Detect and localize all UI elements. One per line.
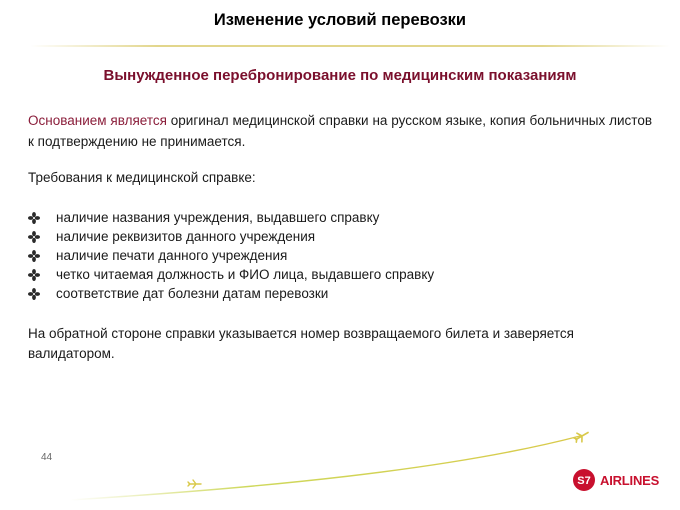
airplane-icon <box>188 480 201 488</box>
airplane-icon <box>573 428 591 444</box>
basis-rest-text: оригинал медицинской справки на русском языке, копия больничных листов к подтверждению не принимается. <box>28 113 653 149</box>
title-divider <box>30 45 670 47</box>
list-item <box>28 208 434 227</box>
requirement-text: наличие печати данного учреждения <box>56 248 288 263</box>
s7-airlines-logo <box>572 466 659 494</box>
list-item <box>28 227 434 246</box>
four-leaf-bullet-icon <box>28 212 40 224</box>
requirements-list <box>28 208 434 303</box>
section-subtitle: Вынужденное перебронирование по медицинским показаниям <box>103 67 577 84</box>
requirement-text: наличие названия учреждения, выдавшего справку <box>56 210 380 225</box>
four-leaf-bullet-icon <box>28 269 40 281</box>
four-leaf-bullet-icon <box>28 288 40 300</box>
basis-lead-text: Основанием является <box>28 113 167 128</box>
basis-paragraph <box>28 110 652 152</box>
s7-logo-mark-icon <box>572 468 596 492</box>
page-title: Изменение условий перевозки <box>213 11 467 29</box>
ticket-note-paragraph: На обратной стороне справки указывается номер возвращаемого билета и заверяется валидатором. <box>28 326 574 361</box>
requirement-text: соответствие дат болезни датам перевозки <box>56 286 329 301</box>
page-number: 44 <box>41 452 53 463</box>
list-item <box>28 246 434 265</box>
four-leaf-bullet-icon <box>28 231 40 243</box>
logo-text: AIRLINES <box>600 472 660 488</box>
requirements-heading: Требования к медицинской справке: <box>28 170 256 185</box>
list-item <box>28 265 434 284</box>
logo-mark-text: S7 <box>577 475 591 487</box>
list-item <box>28 284 434 303</box>
requirement-text: четко читаемая должность и ФИО лица, выдавшего справку <box>56 267 435 282</box>
requirement-text: наличие реквизитов данного учреждения <box>56 229 316 244</box>
four-leaf-bullet-icon <box>28 250 40 262</box>
